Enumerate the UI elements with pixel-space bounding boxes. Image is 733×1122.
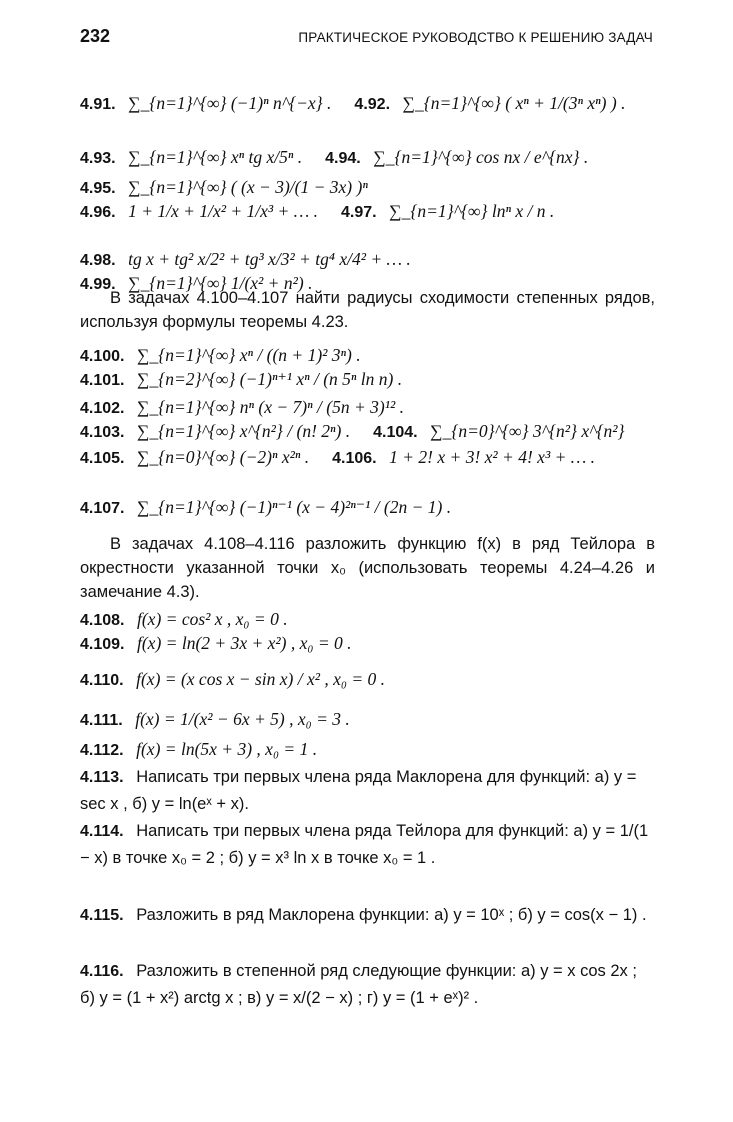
- problem-number: 4.113.: [80, 769, 124, 786]
- series-line-12: [80, 496, 451, 520]
- problem-number: 4.112.: [80, 742, 124, 759]
- formula: ∑_{n=0}^{∞} (−2)ⁿ x²ⁿ .: [136, 447, 310, 467]
- task-text: Разложить в степенной ряд следующие функции: а) y = x cos 2x ; б) y = (1 + x²) arctg x ; в) y = x/(2 − x) ; г) y = (1 + eˣ)² .: [80, 962, 637, 1007]
- problem-number: 4.101.: [80, 372, 125, 389]
- problem-number: 4.102.: [80, 400, 125, 417]
- problem-number: 4.106.: [332, 450, 377, 467]
- problem-number: 4.105.: [80, 450, 125, 467]
- task-4-114: [80, 818, 655, 871]
- problem-number: 4.111.: [80, 712, 123, 729]
- problem-number: 4.103.: [80, 424, 125, 441]
- formula: ∑_{n=1}^{∞} ( xⁿ + 1/(3ⁿ xⁿ) ) .: [402, 93, 626, 113]
- problem-number: 4.100.: [80, 348, 125, 365]
- problem-number: 4.107.: [80, 500, 125, 517]
- formula: 1 + 2! x + 3! x² + 4! x³ + … .: [389, 447, 596, 467]
- running-title: ПРАКТИЧЕСКОЕ РУКОВОДСТВО К РЕШЕНИЮ ЗАДАЧ: [298, 30, 653, 45]
- series-line-3: [80, 176, 368, 200]
- formula: ∑_{n=1}^{∞} 1/(x² + n²) .: [128, 273, 313, 293]
- formula: ∑_{n=1}^{∞} x^{n²} / (n! 2ⁿ) .: [136, 421, 351, 441]
- series-line-1: [80, 92, 625, 116]
- problem-number: 4.93.: [80, 150, 116, 167]
- problem-number: 4.109.: [80, 636, 125, 653]
- formula: ∑_{n=1}^{∞} xⁿ / ((n + 1)² 3ⁿ) .: [136, 345, 361, 365]
- task-4-113: [80, 764, 655, 817]
- series-line-10: [80, 420, 625, 444]
- formula: f(x) = ln(2 + 3x + x²) , x₀ = 0 .: [136, 633, 352, 653]
- series-line-11: [80, 446, 595, 470]
- taylor-line-4: [80, 708, 350, 732]
- series-line-4: [80, 200, 554, 224]
- problem-number: 4.115.: [80, 907, 124, 924]
- formula: ∑_{n=1}^{∞} cos nx / e^{nx} .: [373, 147, 589, 167]
- series-line-2: [80, 146, 588, 170]
- task-4-115: [80, 902, 655, 929]
- taylor-line-3: [80, 668, 385, 692]
- formula: 1 + 1/x + 1/x² + 1/x³ + … .: [128, 201, 319, 221]
- formula: ∑_{n=2}^{∞} (−1)ⁿ⁺¹ xⁿ / (n 5ⁿ ln n) .: [136, 369, 403, 389]
- task-text: Написать три первых члена ряда Тейлора для функций: а) y = 1/(1 − x) в точке x₀ = 2 ; б) y = x³ ln x в точке x₀ = 1 .: [80, 822, 649, 867]
- task-4-116: [80, 958, 655, 1011]
- problem-number: 4.104.: [373, 424, 418, 441]
- problem-number: 4.97.: [341, 204, 377, 221]
- problem-number: 4.99.: [80, 276, 116, 293]
- formula: ∑_{n=1}^{∞} nⁿ (x − 7)ⁿ / (5n + 3)¹² .: [136, 397, 404, 417]
- formula: ∑_{n=1}^{∞} xⁿ tg x/5ⁿ .: [128, 147, 303, 167]
- problem-number: 4.94.: [325, 150, 361, 167]
- intro-paragraph-1: [80, 286, 655, 334]
- problem-number: 4.114.: [80, 823, 124, 840]
- problem-number: 4.110.: [80, 672, 124, 689]
- intro-paragraph-2: [80, 532, 655, 604]
- formula: f(x) = 1/(x² − 6x + 5) , x₀ = 3 .: [135, 709, 350, 729]
- problem-number: 4.92.: [354, 96, 391, 113]
- formula: ∑_{n=1}^{∞} (−1)ⁿ⁻¹ (x − 4)²ⁿ⁻¹ / (2n − 1) .: [136, 497, 452, 517]
- paragraph-text: В задачах 4.108–4.116 разложить функцию f(x) в ряд Тейлора в окрестности указанной точки x₀ (использовать теоремы 4.24–4.26 и замечание 4.3).: [80, 535, 655, 601]
- formula: f(x) = cos² x , x₀ = 0 .: [136, 609, 288, 629]
- formula: tg x + tg² x/2² + tg³ x/3² + tg⁴ x/4² + … .: [128, 249, 411, 269]
- series-line-7: [80, 344, 361, 368]
- task-text: Разложить в ряд Маклорена функции: а) y = 10ˣ ; б) y = cos(x − 1) .: [136, 906, 647, 924]
- series-line-5: [80, 248, 411, 272]
- taylor-line-2: [80, 632, 352, 656]
- formula: f(x) = (x cos x − sin x) / x² , x₀ = 0 .: [136, 669, 386, 689]
- formula: f(x) = ln(5x + 3) , x₀ = 1 .: [136, 739, 318, 759]
- series-line-8: [80, 368, 402, 392]
- paragraph-text: В задачах 4.100–4.107 найти радиусы сходимости степенных рядов, используя формулы теоремы 4.23.: [80, 289, 655, 331]
- problem-number: 4.95.: [80, 180, 116, 197]
- formula: ∑_{n=1}^{∞} ( (x − 3)/(1 − 3x) )ⁿ: [128, 177, 368, 197]
- problem-number: 4.91.: [80, 96, 116, 113]
- formula: ∑_{n=0}^{∞} 3^{n²} x^{n²}: [430, 421, 625, 441]
- taylor-line-5: [80, 738, 317, 762]
- taylor-line-1: [80, 608, 288, 632]
- problem-number: 4.116.: [80, 963, 124, 980]
- problem-number: 4.108.: [80, 612, 125, 629]
- task-text: Написать три первых члена ряда Маклорена для функций: а) y = sec x , б) y = ln(eˣ + x).: [80, 768, 637, 813]
- formula: ∑_{n=1}^{∞} (−1)ⁿ n^{−x} .: [128, 93, 332, 113]
- formula: ∑_{n=1}^{∞} lnⁿ x / n .: [389, 201, 555, 221]
- problem-number: 4.98.: [80, 252, 116, 269]
- page-number: 232: [80, 26, 111, 46]
- series-line-9: [80, 396, 404, 420]
- problem-number: 4.96.: [80, 204, 116, 221]
